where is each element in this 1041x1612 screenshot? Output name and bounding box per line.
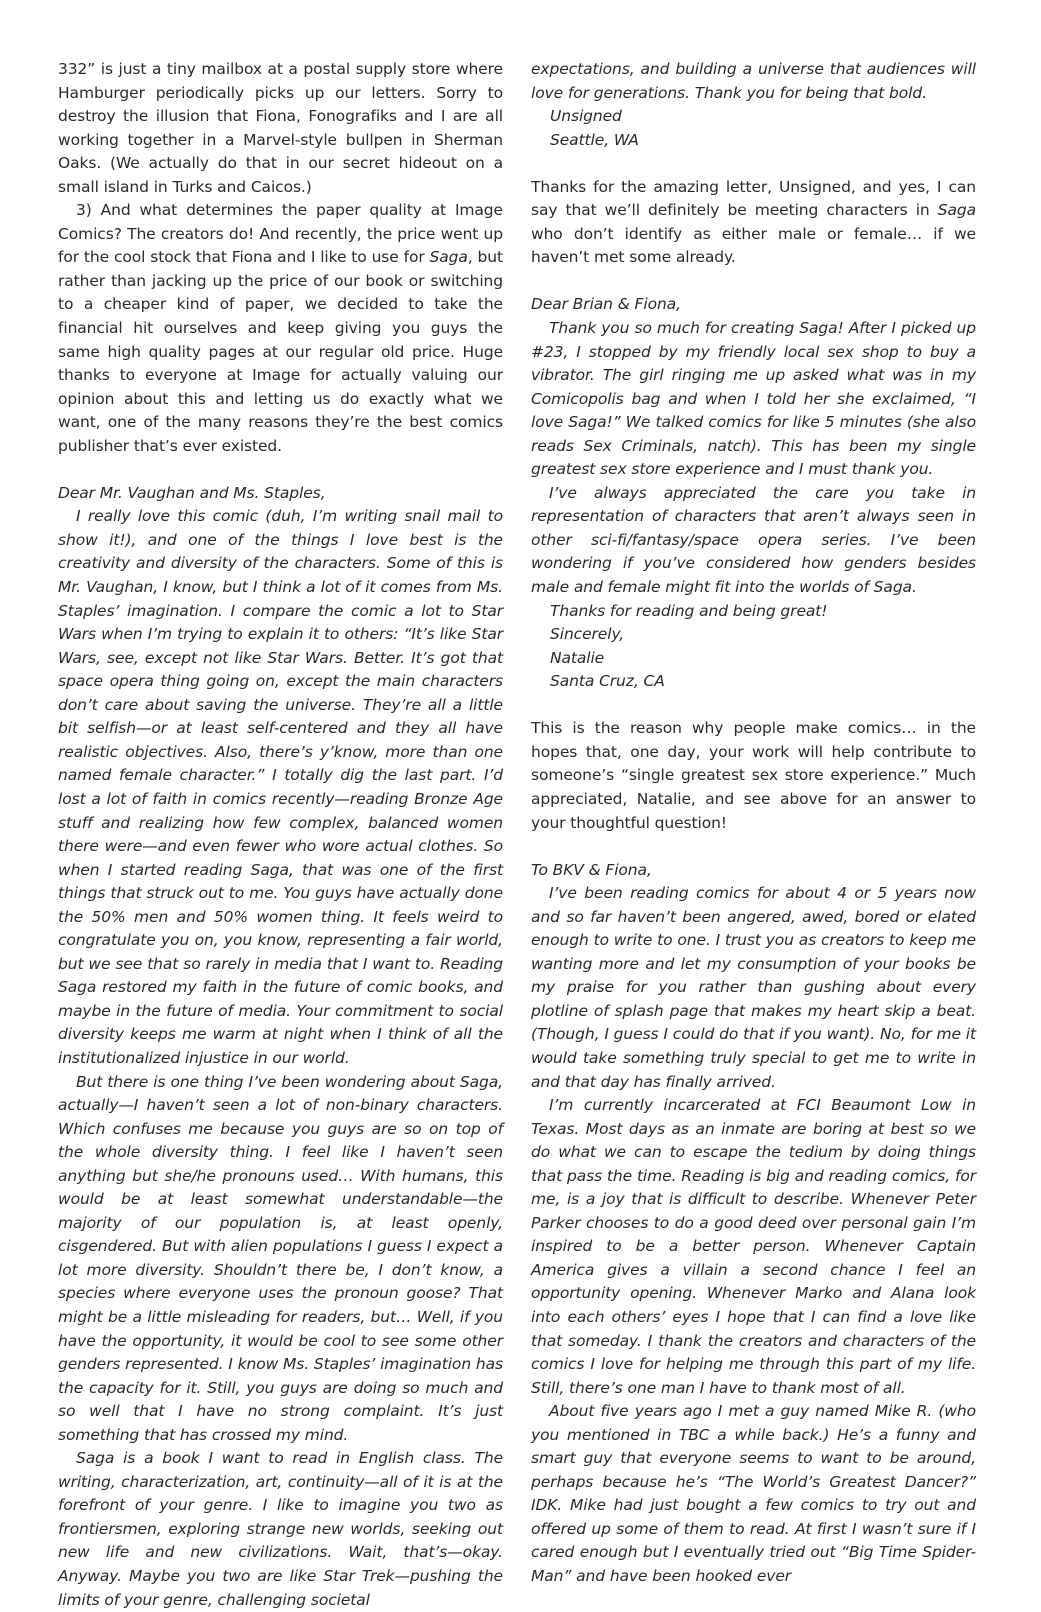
book-title: Saga — [937, 201, 976, 220]
spacer — [531, 270, 976, 294]
letter-paragraph: I’ve always appreciated the care you take in representation of characters that aren’t always seen in other sci-fi/fantasy/space opera series. I’ve been wondering if you’ve considered how genders besides male and female might fit into the worlds of Saga. — [531, 483, 976, 597]
left-column — [58, 58, 503, 1612]
letter-paragraph: I’m currently incarcerated at FCI Beaumont Low in Texas. Most days as an inmate are boring at best so we do what we can to escape the tedium by doing things that pass the time. Reading is big and reading comics, for me, is a joy that is difficult to describe. Whenever Peter Parker chooses to do a good deed over personal gain I’m inspired to be a better person. Whenever Captain America gives a villain a second chance I feel an opportunity opening. Whenever Marko and Alana look into each others’ eyes I hope that I can find a love like that someday. I thank the creators and characters of the comics I love for helping me through this part of my life. Still, there’s one man I have to thank most of all. — [531, 1096, 976, 1397]
letter-signature: Natalie — [550, 648, 605, 667]
reply-paragraph — [531, 176, 976, 270]
letter-paragraph: But there is one thing I’ve been wondering about Saga, actually—I haven’t seen a lot of non-binary characters. Which confuses me because you guys are so on top of the whole diversity thing. I feel like I haven’t seen anything but she/he pronouns used… With humans, this would be at least somewhat understandable—the majority of our population is, at least openly, cisgendered. But with alien populations I guess I expect a lot more diversity. Shouldn’t there be, I don’t know, a species where everyone uses the pronoun goose? That might be a little misleading for readers, but… Well, if you have the opportunity, it would be cool to see some other genders represented. I know Ms. Staples’ imagination has the capacity for it. Still, you guys are doing so much and so well that I have no strong complaint. It’s just something that has crossed my mind. — [58, 1072, 503, 1444]
reply-text: , but rather than jacking up the price of our book or switching to a cheaper kind of paper, we decided to take the financial hit ourselves and keep giving you guys the same high quality pages at our regular old price. Huge thanks to everyone at Image for actually valuing our opinion about this and letting us do exactly what we want, one of the many reasons they’re the best comics publisher that’s ever existed. — [58, 248, 503, 455]
letter-closing: Thanks for reading and being great! — [550, 601, 828, 620]
right-column — [531, 58, 976, 1589]
letter-salutation: Dear Mr. Vaughan and Ms. Staples, — [58, 483, 326, 502]
letter-paragraph: Thank you so much for creating Saga! After I picked up #23, I stopped by my friendly local sex shop to buy a vibrator. The girl ringing me up asked what was in my Comicopolis bag and when I told her she exclaimed, “I love Saga!” We talked comics for like 5 minutes (she also reads Sex Criminals, natch). This has been my single greatest sex store experience and I must thank you. — [531, 319, 976, 479]
letter-location: Seattle, WA — [550, 130, 639, 149]
letter-closing: Sincerely, — [550, 625, 625, 644]
book-title: Saga — [429, 248, 468, 267]
spacer — [58, 458, 503, 482]
reply-text: Thanks for the amazing letter, Unsigned, and yes, I can say that we’ll definitely be meeting characters in — [531, 177, 976, 220]
letter-location: Santa Cruz, CA — [550, 672, 665, 691]
reply-text: 3) And what determines the paper quality at Image Comics? The creators do! And recently, the price went up for the cool stock that Fiona and I like to use for — [58, 201, 503, 267]
letter-paragraph: About five years ago I met a guy named Mike R. (who you mentioned in TBC a while back.) He’s a funny and smart guy that everyone seems to want to be around, perhaps because he’s “The World’s Greatest Dancer?” IDK. Mike had just bought a few comics to try out and offered up some of them to read. At first I wasn’t sure if I cared enough but I eventually tried out “Big Time Spider-Man” and have been hooked ever — [531, 1402, 976, 1585]
letter-salutation: Dear Brian & Fiona, — [531, 295, 681, 314]
reply-paragraph-mailbox: 332” is just a tiny mailbox at a postal supply store where Hamburger periodically picks up our letters. Sorry to destroy the illusion that Fiona, Fonografiks and I are all working together in a Marvel-style bullpen in Sherman Oaks. (We actually do that in our secret hideout on a small island in Turks and Caicos.) — [58, 60, 503, 196]
letter-signature: Unsigned — [550, 107, 622, 126]
letter-paragraph: Saga is a book I want to read in English class. The writing, characterization, art, continuity—all of it is at the forefront of your genre. I like to imagine you two as frontiersmen, exploring strange new worlds, seeking out new life and new civilizations. Wait, that’s—okay. Anyway. Maybe you two are like Star Trek—pushing the limits of your genre, challenging societal — [58, 1449, 503, 1609]
spacer — [531, 152, 976, 176]
letter-paragraph: I really love this comic (duh, I’m writing snail mail to show it!), and one of the things I love best is the creativity and diversity of the characters. Some of this is Mr. Vaughan, I know, but I think a lot of it comes from Ms. Staples’ imagination. I compare the comic a lot to Star Wars when I’m trying to explain it to others: “It’s like Star Wars, see, except not like Star Wars. Better. It’s got that space opera thing going on, except the main characters don’t care about saving the universe. They’re all a little bit selfish—or at least self-centered and they all have realistic objectives. Also, there’s y’know, more than one named female character.” I totally dig the last part. I’d lost a lot of faith in comics recently—reading Bronze Age stuff and realizing how few complex, balanced women there were—and even fewer who wore actual clothes. So when I started reading Saga, that was one of the first things that struck out to me. You guys have actually done the 50% men and 50% women thing. It feels weird to congratulate you on, you know, representing a fair world, but we see that so rarely in media that I want to. Reading Saga restored my faith in the future of comic books, and maybe in the future of media. Your commitment to social diversity keeps me warm at night when I think of all the institutionalized injustice in our world. — [58, 507, 503, 1067]
spacer — [531, 694, 976, 718]
spacer — [531, 835, 976, 859]
letter-paragraph: expectations, and building a universe that audiences will love for generations. Thank you for being that bold. — [531, 60, 976, 102]
reply-paragraph: This is the reason why people make comics… in the hopes that, one day, your work will help contribute to someone’s “single greatest sex store experience.” Much appreciated, Natalie, and see above for an answer to your thoughtful question! — [531, 719, 976, 832]
letter-salutation: To BKV & Fiona, — [531, 860, 652, 879]
letter-paragraph: I’ve been reading comics for about 4 or 5 years now and so far haven’t been angered, awed, bored or elated enough to write to one. I trust you as creators to keep me wanting more and let my consumption of your books be my praise for you rather than gushing about every plotline of splash page that makes my heart skip a beat. (Though, I guess I could do that if you want). No, for me it would take something truly special to get me to write in and that day has finally arrived. — [531, 884, 976, 1091]
reply-text: who don’t identify as either male or female… if we haven’t met some already. — [531, 224, 976, 267]
reply-paragraph-paper — [58, 199, 503, 458]
